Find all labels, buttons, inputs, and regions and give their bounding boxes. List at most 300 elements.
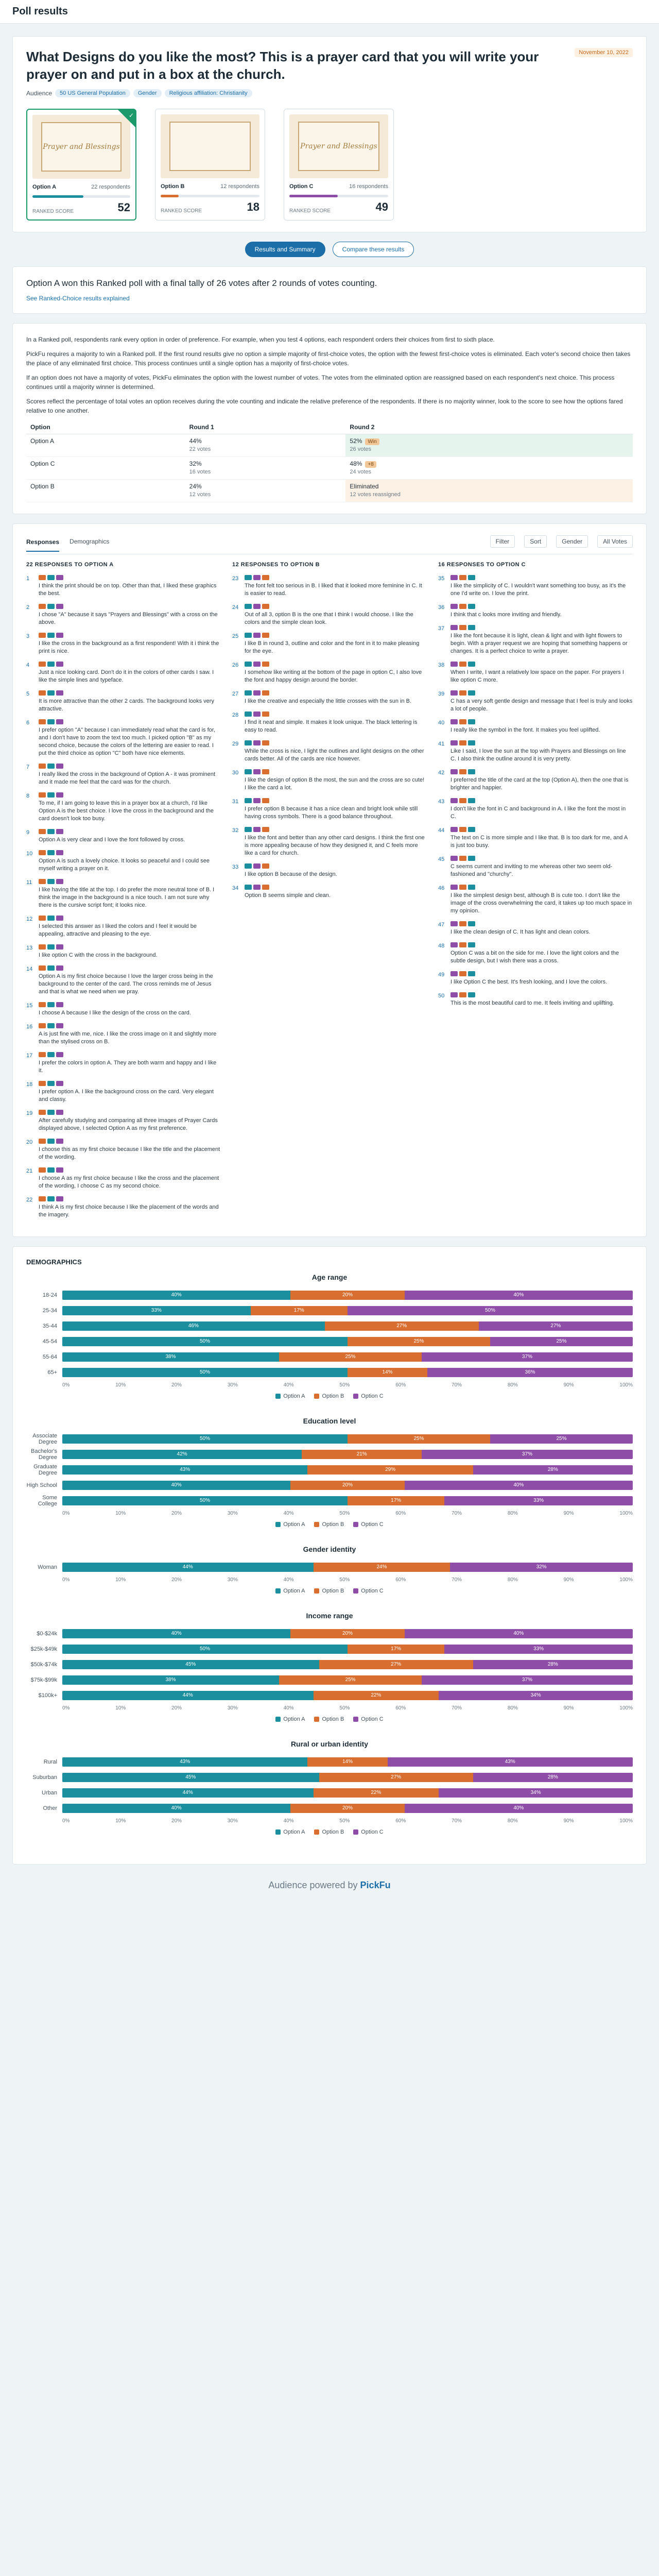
response-body [450, 690, 633, 713]
demographic-bar [62, 1629, 633, 1638]
response-number: 19 [26, 1110, 33, 1116]
response-text: I somehow like writing at the bottom of the page in option C, I also love the font and happy design around the border. [245, 669, 422, 683]
response-number: 21 [26, 1168, 33, 1174]
round-2-cell [345, 457, 633, 480]
response-number: 43 [438, 799, 445, 805]
rank-badge [47, 944, 55, 950]
bar-segment: 40% [405, 1804, 633, 1813]
response-item [438, 625, 633, 655]
legend-label: Option B [322, 1829, 344, 1835]
response-body [450, 719, 633, 734]
round-1-votes: 12 votes [189, 492, 211, 498]
rank-badge [47, 764, 55, 769]
response-body [450, 856, 633, 878]
axis-tick-label: 30% [227, 1818, 238, 1824]
bar-segment: 25% [279, 1675, 422, 1685]
bar-segment: 44% [62, 1788, 314, 1798]
legend-swatch [275, 1829, 281, 1835]
demographic-label: Rural [43, 1759, 57, 1765]
rank-badge [47, 1002, 55, 1007]
response-item [26, 1139, 221, 1161]
rank-badge [39, 1023, 46, 1028]
bar-segment: 42% [62, 1450, 302, 1459]
demographic-row [26, 1334, 633, 1349]
rounds-row [26, 480, 633, 502]
rank-badge [245, 662, 252, 667]
response-text: C seems current and inviting to me whereas other two seem old-fashioned and "churchy". [450, 863, 613, 877]
rank-badge [47, 1081, 55, 1086]
option-meta [32, 184, 130, 190]
rank-badge [56, 879, 63, 884]
bar-segment: 37% [422, 1450, 633, 1459]
response-text: I like B in round 3, outline and color and the font in it to make pleasing for the eye. [245, 640, 420, 654]
response-item [232, 740, 427, 763]
rank-badge [262, 662, 269, 667]
legend-swatch [275, 1717, 281, 1722]
response-item [438, 769, 633, 792]
bar-segment: 21% [302, 1450, 422, 1459]
respondent-count: 12 respondents [220, 183, 259, 190]
rank-badge [253, 740, 261, 745]
axis-tick-label: 60% [395, 1511, 406, 1516]
response-body [39, 764, 221, 786]
response-item [232, 662, 427, 684]
rank-badge [56, 1110, 63, 1115]
explanation-p1: In a Ranked poll, respondents rank every option in order of preference. For example, when you test 4 options, each respondent orders their choices from first to sixth place. [26, 336, 495, 343]
round-1-cell [185, 457, 346, 480]
legend-swatch [353, 1394, 358, 1399]
rank-badge [56, 916, 63, 921]
rank-badges [450, 769, 633, 774]
axis-tick-label: 20% [171, 1382, 182, 1388]
response-number: 33 [232, 864, 239, 870]
rank-badges [39, 1110, 221, 1115]
demographic-label: $0-$24k [37, 1631, 57, 1637]
response-text: This is the most beautiful card to me. It feels inviting and uplifting. [450, 1000, 614, 1006]
response-body [450, 575, 633, 598]
response-number: 35 [438, 575, 445, 582]
bar-segment: 33% [62, 1306, 251, 1315]
rank-badges [245, 798, 427, 803]
axis-tick-label: 50% [339, 1382, 350, 1388]
rank-badge [56, 792, 63, 798]
response-number: 15 [26, 1003, 33, 1009]
rank-badge [450, 971, 458, 976]
rank-badge [56, 944, 63, 950]
demographic-row [26, 1770, 633, 1785]
axis-tick-label: 0% [62, 1818, 70, 1824]
rank-badge [468, 942, 475, 947]
response-body [450, 921, 633, 936]
response-text: I prefer option B because it has a nice clean and bright look while still having cross symbols. There is a good balance throughout. [245, 806, 418, 820]
response-text: I think A is my first choice because I like the placement of the words and the imagery. [39, 1204, 219, 1218]
bar-segment: 25% [490, 1434, 633, 1444]
legend-swatch [353, 1829, 358, 1835]
ranked-explained-link[interactable]: See Ranked-Choice results explained [26, 295, 130, 302]
axis-tick-label: 40% [283, 1511, 294, 1516]
response-number: 29 [232, 741, 239, 747]
rank-badge [459, 662, 466, 667]
score-bar [289, 195, 388, 197]
response-number: 24 [232, 604, 239, 611]
rank-badge [468, 662, 475, 667]
demographic-label: 55-64 [42, 1354, 57, 1360]
demographic-label: 45-54 [42, 1338, 57, 1345]
rank-badge [459, 575, 466, 580]
rank-badge [39, 719, 46, 724]
legend-label: Option C [361, 1588, 384, 1594]
rank-badge [47, 916, 55, 921]
legend-item [275, 1829, 305, 1835]
rank-badge [459, 798, 466, 803]
bar-segment: 25% [348, 1337, 490, 1346]
demographic-group-title: Rural or urban identity [290, 1740, 369, 1748]
response-text: The text on C is more simple and I like that. B is too dark for me, and A is just too busy. [450, 835, 628, 849]
response-text: I like the font because it is light, clean & light and with light flowers to begin. With a prayer request we are hoping that something happens or changes. It is a perfect choice to write a prayer. [450, 633, 628, 654]
legend-swatch [275, 1588, 281, 1594]
response-text: Just a nice looking card. Don't do it in the colors of other cards I saw. I like the simple lines and typeface. [39, 669, 214, 683]
bar-segment: 22% [314, 1788, 439, 1798]
bar-segment: 50% [62, 1496, 348, 1505]
response-body [245, 690, 427, 705]
response-number: 36 [438, 604, 445, 611]
demographic-bar [62, 1465, 633, 1475]
tab-results[interactable]: Results and Summary [245, 242, 325, 257]
demographic-label: Other [43, 1805, 57, 1811]
response-body [39, 662, 221, 684]
demographic-bar [62, 1352, 633, 1362]
rank-badge [468, 740, 475, 745]
bar-segment: 45% [62, 1773, 319, 1782]
rank-badges [450, 827, 633, 832]
axis-tick-label: 40% [283, 1705, 294, 1711]
bar-segment: 43% [62, 1757, 307, 1767]
rank-badges [245, 690, 427, 696]
response-item [438, 719, 633, 734]
bar-segment: 40% [405, 1291, 633, 1300]
response-item [26, 850, 221, 873]
response-item [438, 740, 633, 763]
axis-tick-label: 80% [507, 1382, 518, 1388]
legend-item [314, 1716, 344, 1722]
demographic-group-title: Education level [303, 1417, 356, 1425]
chart-legend [26, 1393, 633, 1399]
response-item [26, 575, 221, 598]
rank-badge [468, 625, 475, 630]
demographic-label: 65+ [47, 1369, 57, 1376]
option-name: Option C [289, 183, 314, 190]
demographic-label: Graduate Degree [33, 1464, 57, 1476]
response-number: 7 [26, 764, 30, 770]
response-text: The font felt too serious in B. I liked that it looked more feminine in C. It is easier to read. [245, 583, 422, 597]
rank-badge [39, 944, 46, 950]
bar-segment: 43% [388, 1757, 633, 1767]
rank-badges [39, 879, 221, 884]
bar-segment: 28% [473, 1465, 633, 1475]
response-body [245, 711, 427, 734]
rank-badge [39, 916, 46, 921]
demographic-row [26, 1626, 633, 1641]
response-item [438, 662, 633, 684]
response-item [26, 1167, 221, 1190]
response-item [26, 690, 221, 713]
axis-tick-label: 30% [227, 1577, 238, 1583]
rank-badge [39, 879, 46, 884]
score-value: 18 [247, 200, 259, 213]
rank-badges [39, 1196, 221, 1201]
rank-badge [47, 879, 55, 884]
demographic-row [26, 1447, 633, 1462]
response-text: I like option C with the cross in the background. [39, 952, 158, 958]
demographic-bar [62, 1434, 633, 1444]
response-body [39, 1023, 221, 1046]
rank-badge [468, 921, 475, 926]
response-number: 31 [232, 799, 239, 805]
response-body [39, 792, 221, 823]
rank-badges [39, 1081, 221, 1086]
round-2-pct: Eliminated [350, 483, 379, 490]
rank-badge [253, 690, 261, 696]
response-number: 42 [438, 770, 445, 776]
bar-segment: 27% [319, 1660, 473, 1669]
round-2-pct: 52% [350, 437, 362, 445]
demographic-bar [62, 1450, 633, 1459]
rank-badge [450, 719, 458, 724]
bar-segment: 37% [422, 1352, 633, 1362]
axis-tick-label: 50% [339, 1577, 350, 1583]
rank-badges [39, 662, 221, 667]
response-number: 45 [438, 856, 445, 862]
rank-badge [39, 1002, 46, 1007]
response-item [26, 879, 221, 909]
rank-badges [450, 942, 633, 947]
legend-swatch [353, 1717, 358, 1722]
response-column [438, 562, 633, 1225]
demographic-group [26, 1740, 633, 1835]
summary-headline: Option A won this Ranked poll with a final tally of 26 votes after 2 rounds of votes counting. [26, 278, 377, 288]
response-body [450, 992, 633, 1007]
rank-badge [47, 829, 55, 834]
legend-label: Option C [361, 1521, 384, 1528]
score-label: RANKED SCORE [32, 209, 74, 214]
axis-tick-label: 100% [619, 1382, 633, 1388]
demographics-title: DEMOGRAPHICS [26, 1258, 82, 1266]
demographic-group-title: Gender identity [303, 1545, 356, 1553]
rounds-row [26, 457, 633, 480]
rank-badge [450, 575, 458, 580]
response-text: I selected this answer as I liked the colors and I feel it would be appealing, attractive and pleasing to the eye. [39, 923, 197, 937]
response-number: 27 [232, 691, 239, 697]
response-body [39, 1002, 221, 1017]
demographic-bar [62, 1306, 633, 1315]
response-text: I like Option C the best. It's fresh looking, and I love the colors. [450, 979, 608, 985]
response-text: It is more attractive than the other 2 cards. The background looks very attractive. [39, 698, 214, 712]
response-column-header: 22 RESPONSES TO OPTION A [26, 562, 114, 568]
rank-badge [450, 992, 458, 997]
axis-tick-label: 0% [62, 1577, 70, 1583]
demographic-label: 18-24 [42, 1292, 57, 1298]
gender-control[interactable]: Gender [556, 535, 588, 548]
rank-badge [39, 850, 46, 855]
rank-badge [39, 1196, 46, 1201]
response-item [232, 604, 427, 626]
score-row [289, 200, 388, 214]
x-axis [62, 1511, 633, 1516]
rank-badge [47, 1139, 55, 1144]
explanation-card [12, 323, 647, 514]
rank-badge [450, 921, 458, 926]
response-item [26, 662, 221, 684]
audience-chip[interactable]: Religious affiliation: Christianity [165, 89, 252, 97]
rank-badge [468, 604, 475, 609]
rank-badge [459, 827, 466, 832]
rank-badge [56, 633, 63, 638]
response-item [26, 1110, 221, 1132]
demographic-row [26, 1431, 633, 1447]
rank-badge [47, 575, 55, 580]
legend-swatch [275, 1394, 281, 1399]
bar-segment: 17% [348, 1645, 444, 1654]
rank-badge [459, 625, 466, 630]
audience-chip[interactable]: 50 US General Population [55, 89, 130, 97]
response-number: 30 [232, 770, 239, 776]
bar-segment: 32% [450, 1563, 633, 1572]
axis-tick-label: 40% [283, 1577, 294, 1583]
response-text: I choose A because I like the design of the cross on the card. [39, 1010, 191, 1016]
rank-badges [450, 740, 633, 745]
rank-badge [39, 1081, 46, 1086]
option-card[interactable] [155, 109, 265, 221]
response-body [245, 827, 427, 857]
demographic-label: $50k-$74k [30, 1662, 57, 1668]
round-option: Option C [26, 457, 185, 480]
demographic-bar [62, 1691, 633, 1700]
option-image [161, 114, 259, 178]
demographic-label: $25k-$49k [30, 1646, 57, 1652]
round-1-cell [185, 480, 346, 502]
axis-tick-label: 60% [395, 1818, 406, 1824]
rank-badge [468, 856, 475, 861]
bar-segment: 40% [62, 1481, 290, 1490]
votes-control[interactable]: All Votes [597, 535, 633, 548]
explanation-p4: Scores reflect the percentage of total votes an option receives during the vote counting and indicate the relative preference of the respondents. If there is no majority winner, look to the score to see how the options fared relative to one another. [26, 398, 623, 414]
rank-badge [245, 575, 252, 580]
rank-badge [253, 769, 261, 774]
response-number: 46 [438, 885, 445, 891]
response-body [450, 971, 633, 986]
response-item [232, 798, 427, 821]
response-text: While the cross is nice, I light the outlines and light designs on the other cards better. All of the cards are nice however. [245, 748, 424, 762]
demographic-label: Urban [42, 1790, 57, 1796]
card-design-image [169, 122, 250, 172]
axis-tick-label: 90% [563, 1705, 574, 1711]
rank-badge [262, 798, 269, 803]
response-item [232, 575, 427, 598]
response-number: 1 [26, 575, 30, 582]
bar-segment: 17% [348, 1496, 444, 1505]
demographic-label: 35-44 [42, 1323, 57, 1329]
rank-badge [39, 965, 46, 971]
rank-badge [459, 885, 466, 890]
rank-badge [253, 662, 261, 667]
rank-badge [39, 829, 46, 834]
audience-label: Audience [26, 90, 53, 97]
axis-tick-label: 100% [619, 1511, 633, 1516]
rank-badge [245, 827, 252, 832]
axis-tick-label: 20% [171, 1577, 182, 1583]
rank-badge [468, 690, 475, 696]
demographic-row [26, 1478, 633, 1493]
filter-control[interactable]: Filter [490, 535, 515, 548]
response-column [232, 562, 427, 1225]
rank-badge [39, 662, 46, 667]
response-number: 20 [26, 1139, 33, 1145]
rank-badge [459, 604, 466, 609]
response-body [39, 604, 221, 626]
response-text: I like the creative and especially the little crosses with the sun in B. [245, 698, 412, 704]
round-2-cell [345, 480, 633, 502]
bar-segment: 50% [348, 1306, 633, 1315]
option-name: Option A [32, 184, 57, 190]
rank-badges [39, 604, 221, 609]
response-text: I like the design of option B the most, the sun and the cross are so cute! I like the card a lot. [245, 777, 425, 791]
audience-chip[interactable]: Gender [133, 89, 162, 97]
option-meta [161, 183, 259, 190]
response-text: Option B seems simple and clean. [245, 892, 331, 899]
response-number: 23 [232, 575, 239, 582]
response-body [245, 662, 427, 684]
response-item [438, 942, 633, 965]
tab-demographics[interactable]: Demographics [70, 538, 110, 545]
option-card[interactable] [284, 109, 394, 221]
demographic-row [26, 1349, 633, 1365]
response-text: I like the simplest design best, although B is cute too. I don't like the image of the cross overwhelming the card, it takes up too much space in my opinion. [450, 892, 632, 914]
sort-control[interactable]: Sort [524, 535, 547, 548]
chart-legend [26, 1829, 633, 1835]
rank-badge [253, 827, 261, 832]
axis-tick-label: 0% [62, 1705, 70, 1711]
demographic-row [26, 1318, 633, 1334]
rank-badge [253, 711, 261, 717]
result-tabs [12, 242, 647, 257]
response-item [26, 792, 221, 823]
option-card[interactable] [26, 109, 136, 221]
rounds-header: Round 1 [185, 420, 346, 434]
rank-badge [450, 798, 458, 803]
score-label: RANKED SCORE [161, 208, 202, 214]
legend-swatch [314, 1717, 319, 1722]
axis-tick-label: 10% [115, 1577, 126, 1583]
demographic-label: $75k-$99k [30, 1677, 57, 1683]
tab-compare[interactable]: Compare these results [333, 242, 414, 257]
response-item [26, 944, 221, 959]
rank-badge [47, 604, 55, 609]
option-name: Option B [161, 183, 185, 190]
response-number: 18 [26, 1081, 33, 1088]
rank-badges [39, 719, 221, 724]
legend-item [275, 1716, 305, 1722]
score-label: RANKED SCORE [289, 208, 331, 214]
bar-segment: 38% [62, 1352, 279, 1362]
rank-badges [39, 764, 221, 769]
response-body [245, 604, 427, 626]
demographic-row [26, 1785, 633, 1801]
bar-segment: 28% [473, 1773, 633, 1782]
response-number: 26 [232, 662, 239, 668]
tab-responses[interactable]: Responses [26, 538, 59, 552]
chart-legend [26, 1716, 633, 1722]
score-bar-fill [32, 195, 83, 198]
